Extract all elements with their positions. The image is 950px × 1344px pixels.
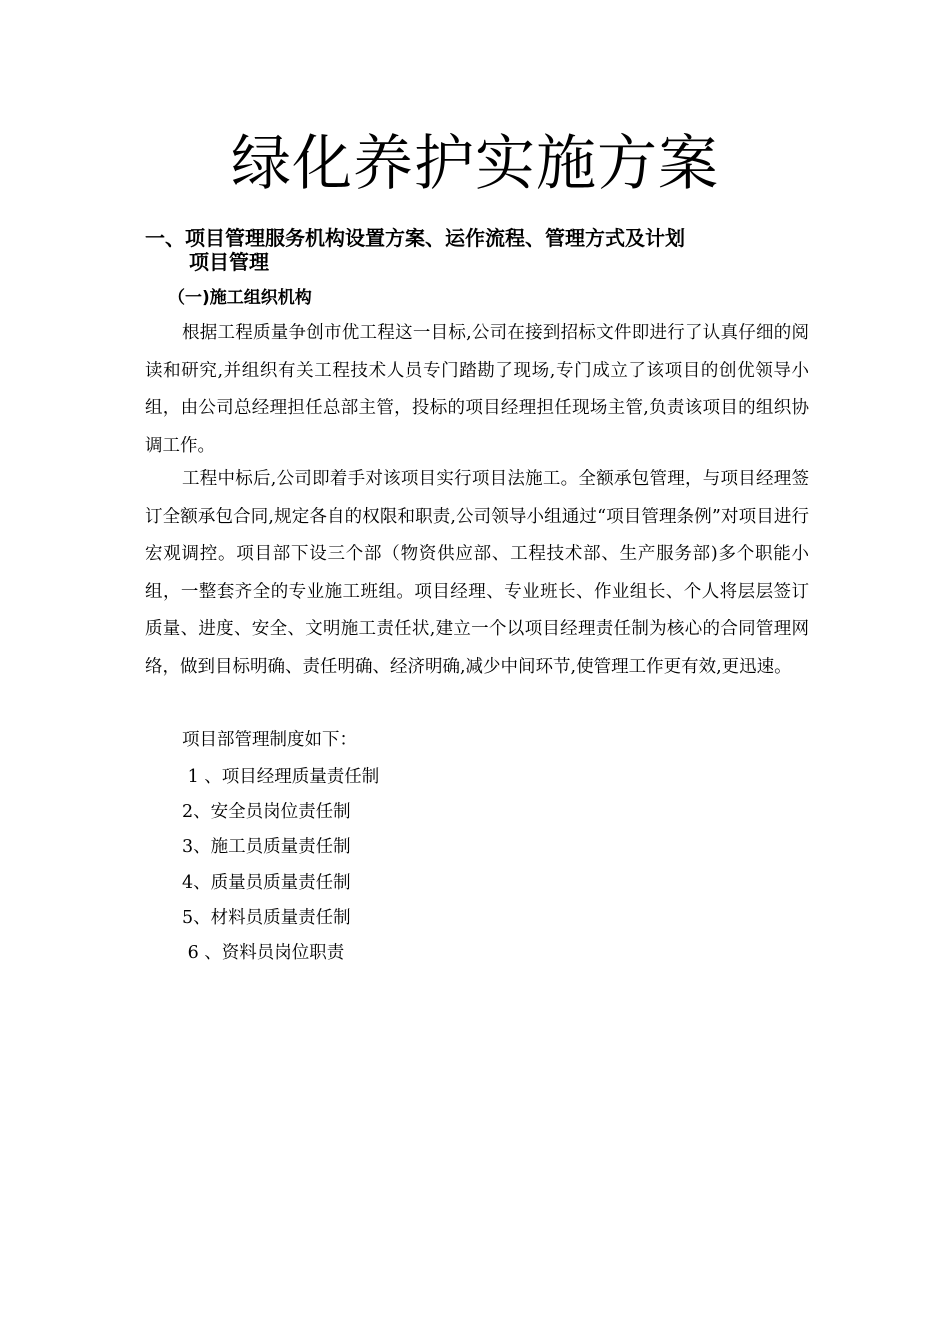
subsection-heading: （一)施工组织机构: [168, 288, 312, 308]
list-item: 6 、资料员岗位职责: [182, 943, 345, 964]
list-item: 1 、项目经理质量责任制: [182, 767, 380, 787]
list-item: 2、安全员岗位责任制: [182, 802, 351, 823]
paragraph-organization: 根据工程质量争创市优工程这一目标,公司在接到招标文件即进行了认真仔细的阅读和研究,并组织有关工程技术人员专门踏勘了现场,专门成立了该项目的创优领导小组，由公司总经理担任总部主管，投标的项目经理担任现场主管,负责该项目的组织协调工作。: [145, 323, 809, 456]
list-intro: 项目部管理制度如下：: [182, 730, 357, 750]
document-title: 绿化养护实施方案: [231, 129, 719, 199]
responsibility-list: [182, 760, 379, 971]
list-item: 4、质量员质量责任制: [182, 872, 351, 893]
section-heading-line1: 一、项目管理服务机构设置方案、运作流程、管理方式及计划: [145, 226, 685, 250]
list-item: 3、施工员质量责任制: [182, 837, 351, 858]
paragraph-management: 工程中标后,公司即着手对该项目实行项目法施工。全额承包管理，与项目经理签订全额承包合同,规定各自的权限和职责,公司领导小组通过“项目管理条例”对项目进行宏观调控。项目部下设三个部（物资供应部、工程技术部、生产服务部)多个职能小组，一整套齐全的专业施工班组。项目经理、专业班长、作业组长、个人将层层签订质量、进度、安全、文明施工责任状,建立一个以项目经理责任制为核心的合同管理网络，做到目标明确、责任明确、经济明确,减少中间环节,使管理工作更有效,更迅速。: [145, 469, 809, 677]
section-heading: [145, 226, 825, 274]
list-item: 5、材料员质量责任制: [182, 907, 351, 928]
section-heading-line2: 项目管理: [189, 250, 269, 274]
